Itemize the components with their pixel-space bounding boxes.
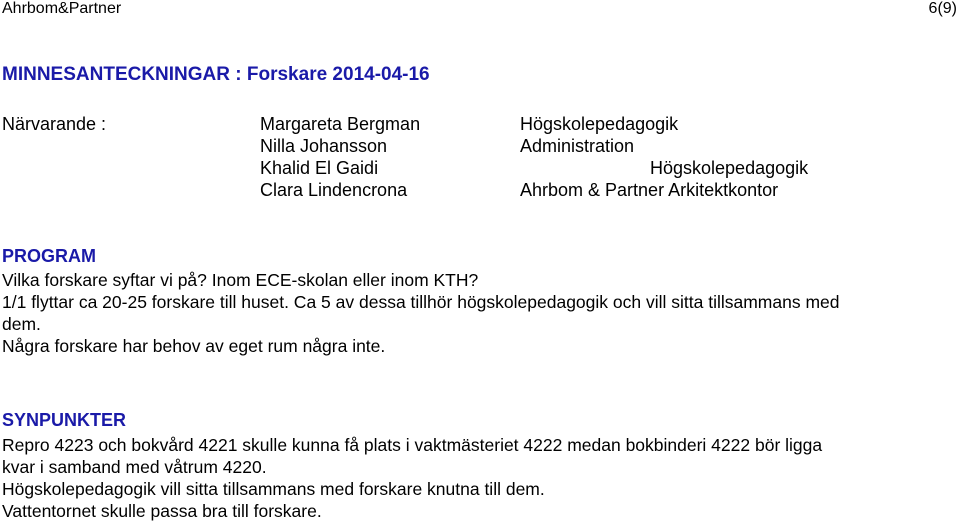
synpunkter-line: kvar i samband med våtrum 4220. [2,457,267,477]
attendee-name: Khalid El Gaidi [260,158,379,178]
program-heading: PROGRAM [2,246,96,266]
attendee-org: Högskolepedagogik [650,158,809,178]
company-header: Ahrbom&Partner [2,0,122,17]
attendees-label: Närvarande : [2,114,107,134]
attendee-org: Högskolepedagogik [520,114,679,134]
program-body [2,269,958,357]
synpunkter-line: Vattentornet skulle passa bra till forskare. [2,501,322,521]
attendee-name: Clara Lindencrona [260,180,408,200]
program-line: dem. [2,314,41,334]
attendee-name: Margareta Bergman [260,114,421,134]
synpunkter-line: Högskolepedagogik vill sitta tillsammans med forskare knutna till dem. [2,479,545,499]
document-title: MINNESANTECKNINGAR : Forskare 2014-04-16 [2,64,430,85]
attendee-org: Administration [520,136,635,156]
program-line: Vilka forskare syftar vi på? Inom ECE-skolan eller inom KTH? [2,270,479,290]
synpunkter-heading: SYNPUNKTER [2,410,127,430]
attendee-name: Nilla Johansson [260,136,388,156]
synpunkter-line: Repro 4223 och bokvård 4221 skulle kunna få plats i vaktmästeriet 4222 medan bokbinderi 4222 bör ligga [2,435,823,455]
program-line: Några forskare har behov av eget rum några inte. [2,336,386,356]
program-line: 1/1 flyttar ca 20-25 forskare till huset. Ca 5 av dessa tillhör högskolepedagogik och vill sitta tillsammans med [2,292,840,312]
page-number: 6(9) [928,0,957,17]
synpunkter-body [2,434,958,522]
attendee-org: Ahrbom & Partner Arkitektkontor [520,180,779,200]
